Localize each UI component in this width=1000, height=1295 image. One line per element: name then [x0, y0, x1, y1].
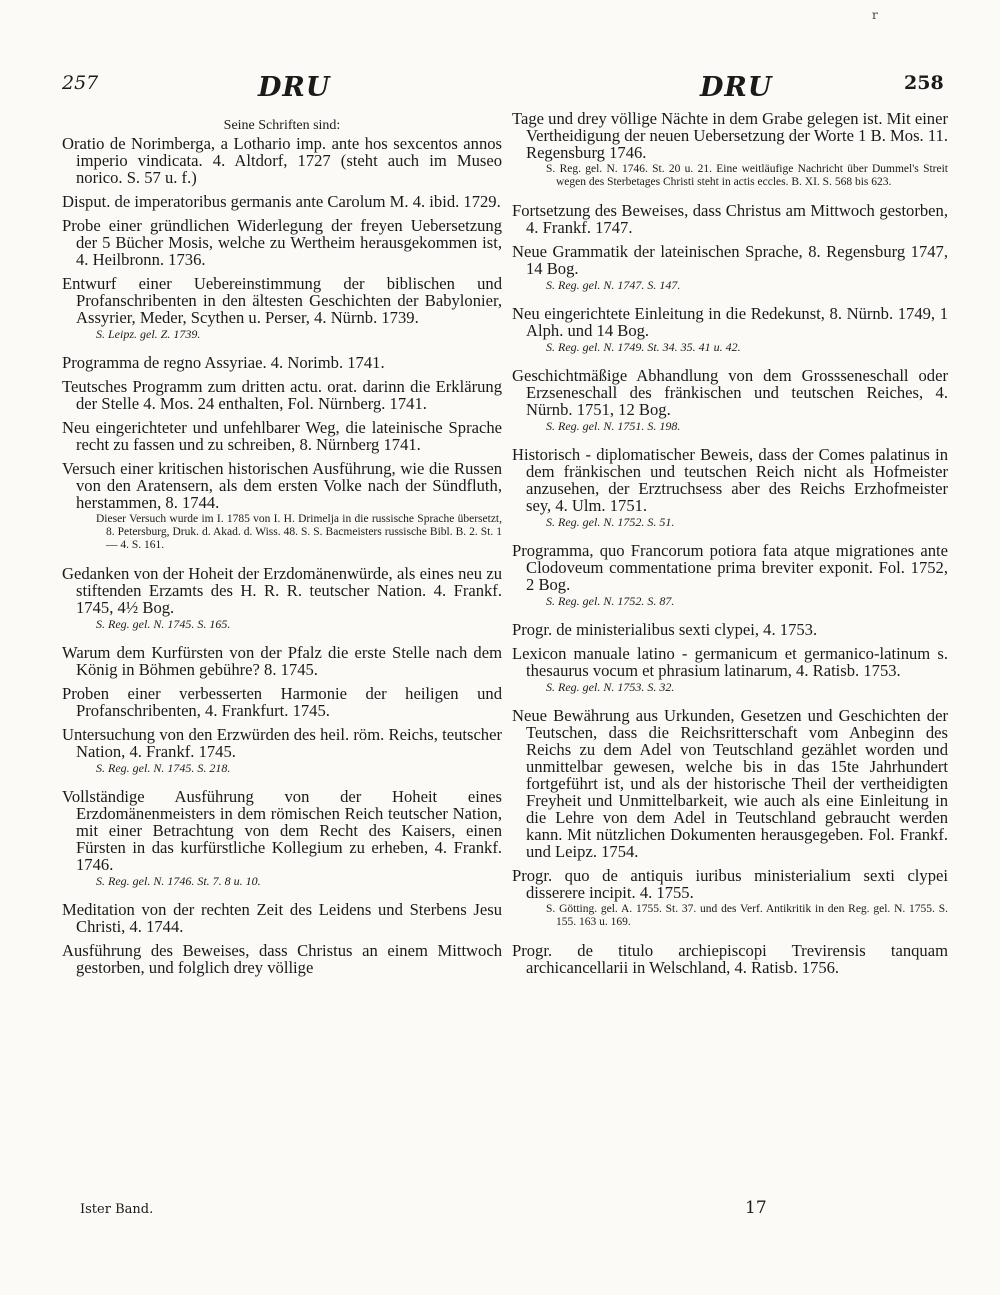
- entry-title: Vollständige Ausführung von der Hoheit eines Erzdomänenmeisters in dem römischen Reich teutscher Nation, mit einer Betrachtung von dem Recht des Kaisers, einen Fürsten in das kurfürstliche Kollegium zu erheben, 4. Frankf. 1746.: [62, 787, 502, 874]
- bibliography-entry: [512, 305, 948, 354]
- entry-title: Fortsetzung des Beweises, dass Christus am Mittwoch gestorben, 4. Frankf. 1747.: [512, 201, 948, 237]
- bibliography-entry: [512, 110, 948, 189]
- entry-reference: S. Reg. gel. N. 1751. S. 198.: [546, 419, 681, 433]
- right-catchword: DRU: [700, 72, 773, 103]
- bibliography-entry: [512, 707, 948, 860]
- entry-title: Versuch einer kritischen historischen Ausführung, wie die Russen von den Aratensern, als dem ersten Volke nach der Sündfluth, herstammen, 8. 1744.: [62, 459, 502, 512]
- entry-reference: S. Reg. gel. N. 1747. S. 147.: [546, 278, 681, 292]
- entry-title: Neu eingerichtete Einleitung in die Redekunst, 8. Nürnb. 1749, 1 Alph. und 14 Bog.: [512, 304, 948, 340]
- entry-title: Meditation von der rechten Zeit des Leidens und Sterbens Jesu Christi, 4. 1744.: [62, 900, 502, 936]
- entry-title: Proben einer verbesserten Harmonie der heiligen und Profanschribenten, 4. Frankfurt. 1745.: [62, 684, 502, 720]
- entry-title: Neue Grammatik der lateinischen Sprache, 8. Regensburg 1747, 14 Bog.: [512, 242, 948, 278]
- bibliography-entry: [62, 565, 502, 631]
- entry-note: S. Götting. gel. A. 1755. St. 37. und des Verf. Antikritik in den Reg. gel. N. 1755. S. 155. 163 u. 169.: [546, 903, 948, 928]
- bibliography-entry: [62, 419, 502, 453]
- right-column: [512, 110, 948, 983]
- entry-title: Progr. de ministerialibus sexti clypei, 4. 1753.: [512, 620, 818, 639]
- entry-reference: S. Reg. gel. N. 1752. S. 87.: [546, 594, 675, 608]
- bibliography-entry: [62, 726, 502, 775]
- entry-note: S. Reg. gel. N. 1746. St. 20 u. 21. Eine weitläufige Nachricht über Dummel's Streit wegen des Sterbetages Christi steht in actis eccles. B. XI. S. 568 bis 623.: [546, 163, 948, 188]
- corner-mark: r: [872, 8, 878, 22]
- entry-reference: S. Reg. gel. N. 1749. St. 34. 35. 41 u. 42.: [546, 340, 741, 354]
- signature-mark: 17: [745, 1198, 767, 1218]
- entry-title: Entwurf einer Uebereinstimmung der biblischen und Profanschribenten in den ältesten Geschichten der Babylonier, Assyrier, Meder, Scythen u. Perser, 4. Nürnb. 1739.: [62, 274, 502, 327]
- entry-note: Dieser Versuch wurde im I. 1785 von I. H. Drimelja in die russische Sprache übersetzt, 8. Petersburg, Druk. d. Akad. d. Wiss. 48. S. S. Bacmeisters russische Bibl. B. 2. St. 1 — 4. S. 161.: [96, 513, 502, 551]
- bibliography-entry: [512, 243, 948, 292]
- bibliography-entry: [62, 217, 502, 268]
- entry-title: Lexicon manuale latino - germanicum et germanico-latinum s. thesaurus vocum et phrasium latinarum, 4. Ratisb. 1753.: [512, 644, 948, 680]
- bibliography-entry: [62, 942, 502, 976]
- entry-reference: S. Reg. gel. N. 1745. S. 165.: [96, 617, 231, 631]
- entry-reference: S. Leipz. gel. Z. 1739.: [96, 327, 201, 341]
- entry-title: Oratio de Norimberga, a Lothario imp. ante hos sexcentos annos imperio vindicata. 4. Altdorf, 1727 (steht auch im Museo norico. S. 57 u. f.): [62, 134, 502, 187]
- bibliography-entry: [62, 901, 502, 935]
- entry-title: Untersuchung von den Erzwürden des heil. röm. Reichs, teutscher Nation, 4. Frankf. 1745.: [62, 725, 502, 761]
- bibliography-entry: [62, 460, 502, 552]
- bibliography-entry: [512, 867, 948, 929]
- right-entry-list: [512, 110, 948, 976]
- entry-title: Progr. quo de antiquis iuribus ministerialium sexti clypei disserere incipit. 4. 1755.: [512, 866, 948, 902]
- bibliography-entry: [512, 621, 948, 638]
- bibliography-entry: [62, 644, 502, 678]
- left-column: [62, 118, 502, 983]
- bibliography-entry: [512, 446, 948, 529]
- left-catchword: DRU: [258, 72, 331, 103]
- entry-title: Neu eingerichteter und unfehlbarer Weg, die lateinische Sprache recht zu fassen und zu schreiben, 8. Nürnberg 1741.: [62, 418, 502, 454]
- column-intro: Seine Schriften sind:: [223, 118, 341, 133]
- entry-title: Programma, quo Francorum potiora fata atque migrationes ante Clodoveum commentatione prima breviter exponit. Fol. 1752, 2 Bog.: [512, 541, 948, 594]
- entry-title: Ausführung des Beweises, dass Christus an einem Mittwoch gestorben, und folglich drey völlige: [62, 941, 502, 977]
- bibliography-entry: [62, 275, 502, 341]
- bibliography-entry: [512, 942, 948, 976]
- bibliography-entry: [62, 788, 502, 888]
- bibliography-entry: [512, 367, 948, 433]
- bibliography-entry: [62, 193, 502, 210]
- bibliography-entry: [512, 645, 948, 694]
- entry-title: Historisch - diplomatischer Beweis, dass der Comes palatinus in dem fränkischen und teutschen Reich nicht als Hofmeister anzusehen, der Erztruchsess aber des Reichs Erzhofmeister sey, 4. Ulm. 1751.: [512, 445, 948, 515]
- entry-title: Neue Bewährung aus Urkunden, Gesetzen und Geschichten der Teutschen, dass die Reichsritterschaft vom Anbeginn des Reichs zu dem Adel von Teutschland gezählet worden und unmittelbar gewesen, welche bis in das 15te Jahrhundert fortgeführt ist, und als der historische Theil der vertheidigten Freyheit und Unmittelbarkeit, wie auch als eine Einleitung in die Lehre von dem Adel in Teutschland gebraucht werden kann. Mit nützlichen Dokumenten herausgegeben. Fol. Frankf. und Leipz. 1754.: [512, 706, 948, 861]
- entry-title: Warum dem Kurfürsten von der Pfalz die erste Stelle nach dem König in Böhmen gebühre? 8. 1745.: [62, 643, 502, 679]
- bibliography-entry: [62, 378, 502, 412]
- right-page-number: 258: [904, 72, 944, 94]
- entry-title: Tage und drey völlige Nächte in dem Grabe gelegen ist. Mit einer Vertheidigung der neuen Uebersetzung der Worte 1 B. Mos. 11. Regensburg 1746.: [512, 109, 948, 162]
- left-entry-list: [62, 135, 502, 976]
- bibliography-entry: [62, 685, 502, 719]
- entry-title: Programma de regno Assyriae. 4. Norimb. 1741.: [62, 353, 385, 372]
- entry-title: Probe einer gründlichen Widerlegung der freyen Uebersetzung der 5 Bücher Mosis, welche zu Wertheim herausgekommen ist, 4. Heilbronn. 1736.: [62, 216, 502, 269]
- left-page-number: 257: [62, 72, 99, 94]
- bibliography-entry: [512, 542, 948, 608]
- entry-reference: S. Reg. gel. N. 1745. S. 218.: [96, 761, 231, 775]
- bibliography-entry: [512, 202, 948, 236]
- entry-title: Progr. de titulo archiepiscopi Trevirensis tanquam archicancellarii in Welschland, 4. Ratisb. 1756.: [512, 941, 948, 977]
- entry-reference: S. Reg. gel. N. 1753. S. 32.: [546, 680, 675, 694]
- bibliography-entry: [62, 135, 502, 186]
- entry-title: Disput. de imperatoribus germanis ante Carolum M. 4. ibid. 1729.: [62, 192, 501, 211]
- entry-reference: S. Reg. gel. N. 1752. S. 51.: [546, 515, 675, 529]
- entry-title: Teutsches Programm zum dritten actu. orat. darinn die Erklärung der Stelle 4. Mos. 24 enthalten, Fol. Nürnberg. 1741.: [62, 377, 502, 413]
- bibliography-entry: [62, 354, 502, 371]
- volume-footer: Ister Band.: [80, 1202, 154, 1217]
- entry-title: Geschichtmäßige Abhandlung von dem Grossseneschall oder Erzseneschall des fränkischen und teutschen Reiches, 4. Nürnb. 1751, 12 Bog.: [512, 366, 948, 419]
- entry-reference: S. Reg. gel. N. 1746. St. 7. 8 u. 10.: [96, 874, 261, 888]
- entry-title: Gedanken von der Hoheit der Erzdomänenwürde, als eines neu zu stiftenden Erzamts des H. R. R. teutscher Nation. 4. Frankf. 1745, 4½ Bog.: [62, 564, 502, 617]
